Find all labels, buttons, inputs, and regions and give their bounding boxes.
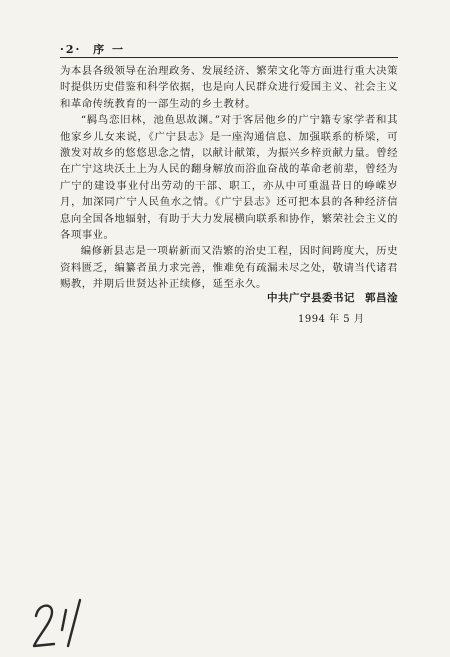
body-text	[60, 63, 398, 293]
section-title: 序 一	[93, 43, 126, 56]
signature-line	[267, 290, 398, 305]
header-rule	[60, 57, 398, 58]
signature-name: 郭昌淦	[365, 292, 398, 304]
paragraph-3: 编修新县志是一项崭新而又浩繁的治史工程，因时间跨度大，历史资料匮乏，编纂者虽力求完善，惟难免有疏漏未尽之处，敬请当代诸君赐教，并期后世贤达补正续修，延至永久。	[60, 245, 398, 291]
signature-date: 1994 年 5 月	[298, 314, 365, 325]
paragraph-1: 为本县各级领导在治理政务、发展经济、繁荣文化等方面进行重大决策时提供历史借鉴和科学依据，也是向人民群众进行爱国主义、社会主义和革命传统教育的一部生动的乡土教材。	[60, 65, 398, 110]
page-header	[60, 41, 125, 57]
page-number: ·2·	[60, 43, 82, 56]
paragraph-2: “羁鸟恋旧林，池鱼思故渊。”对于客居他乡的广宁籍专家学者和其他家乡儿女来说，《广宁县志》是一座沟通信息、加强联系的桥梁，可激发对故乡的悠悠思念之情，以献计献策，为振兴乡梓贡献力量。曾经在广宁这块沃土上为人民的翻身解放而浴血奋战的革命老前辈，曾经为广宁的建设事业付出劳动的干部、职工，亦从中可重温昔日的峥嵘岁月，加深同广宁人民鱼水之情。《广宁县志》还可把本县的各种经济信息向全国各地辐射，有助于大力发展横向联系和协作，繁荣社会主义的各项事业。	[60, 114, 398, 242]
handwritten-mark	[28, 596, 88, 654]
signature-title: 中共广宁县委书记	[267, 292, 355, 304]
